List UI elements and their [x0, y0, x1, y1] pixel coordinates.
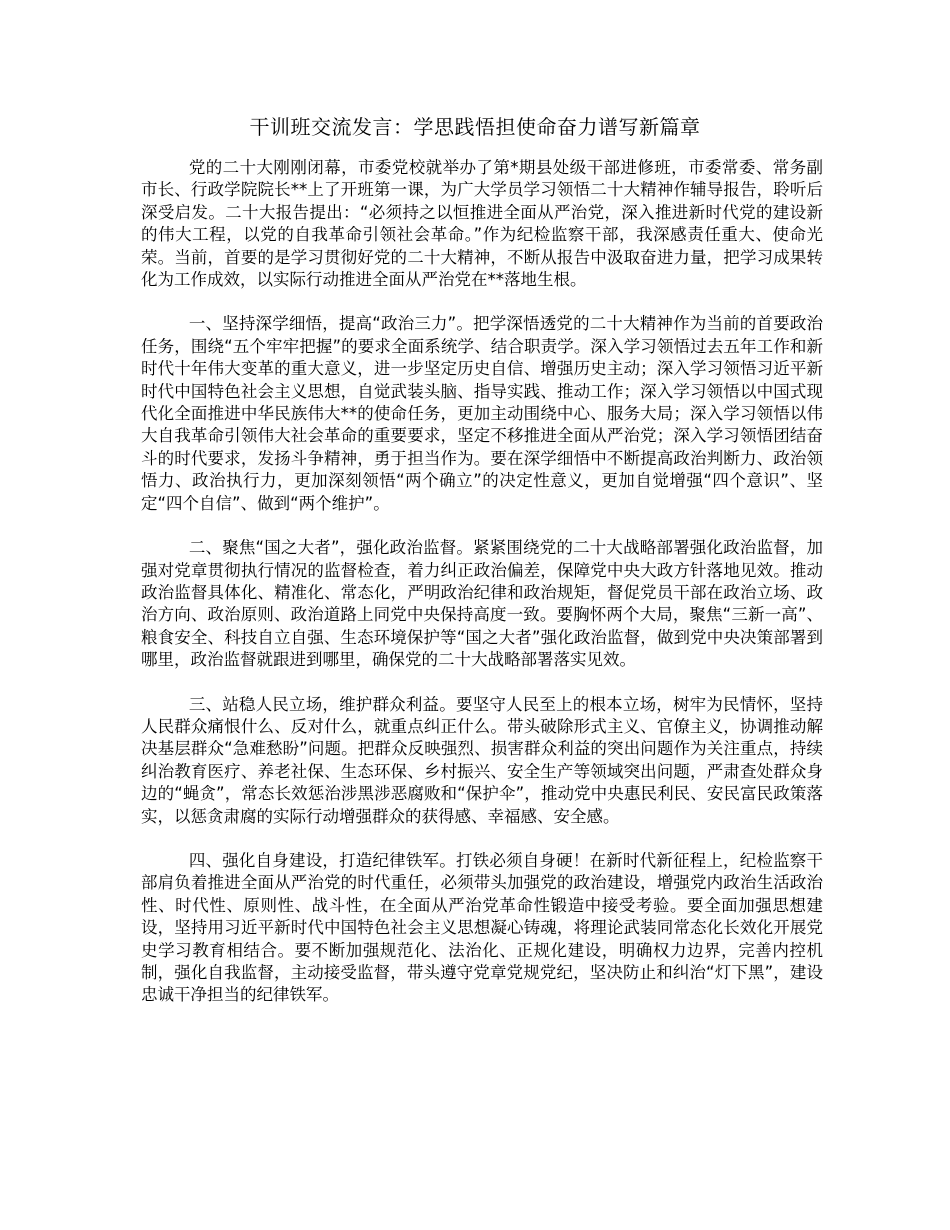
paragraph-section-1: 一、坚持深学细悟，提高“政治三力”。把学深悟透党的二十大精神作为当前的首要政治任务，围绕“五个牢牢把握”的要求全面系统学、结合职责学。深入学习领悟过去五年工作和新时代十年伟大变革的重大意义，进一步坚定历史自信、增强历史主动；深入学习领悟习近平新时代中国特色社会主义思想，自觉武装头脑、指导实践、推动工作；深入学习领悟以中国式现代化全面推进中华民族伟大**的使命任务，更加主动围绕中心、服务大局；深入学习领悟以伟大自我革命引领伟大社会革命的重要要求，坚定不移推进全面从严治党；深入学习领悟团结奋斗的时代要求，发扬斗争精神，勇于担当作为。要在深学细悟中不断提高政治判断力、政治领悟力、政治执行力，更加深刻领悟“两个确立”的决定性意义，更加自觉增强“四个意识”、坚定“四个自信”、做到“两个维护”。: [141, 314, 823, 513]
paragraph-section-3: 三、站稳人民立场，维护群众利益。要坚守人民至上的根本立场，树牢为民情怀，坚持人民群众痛恨什么、反对什么，就重点纠正什么。带头破除形式主义、官僚主义，协调推动解决基层群众“急难愁盼”问题。把群众反映强烈、损害群众利益的突出问题作为关注重点，持续纠治教育医疗、养老社保、生态环保、乡村振兴、安全生产等领域突出问题，严肃查处群众身边的“蝇贪”，常态长效惩治涉黑涉恶腐败和“保护伞”，推动党中央惠民利民、安民富民政策落实，以惩贪肃腐的实际行动增强群众的获得感、幸福感、安全感。: [141, 694, 823, 826]
paragraph-section-2: 二、聚焦“国之大者”，强化政治监督。紧紧围绕党的二十大战略部署强化政治监督，加强对党章贯彻执行情况的监督检查，着力纠正政治偏差，保障党中央大政方针落地见效。推动政治监督具体化、精准化、常态化，严明政治纪律和政治规矩，督促党员干部在政治立场、政治方向、政治原则、政治道路上同党中央保持高度一致。要胸怀两个大局，聚焦“三新一高”、粮食安全、科技自立自强、生态环境保护等“国之大者”强化政治监督，做到党中央决策部署到哪里，政治监督就跟进到哪里，确保党的二十大战略部署落实见效。: [141, 538, 823, 670]
document-body: [141, 157, 823, 1029]
document-title: 干训班交流发言：学思践悟担使命奋力谱写新篇章: [249, 115, 701, 139]
paragraph-section-4: 四、强化自身建设，打造纪律铁军。打铁必须自身硬！在新时代新征程上，纪检监察干部肩负着推进全面从严治党的时代重任，必须带头加强党的政治建设，增强党内政治生活政治性、时代性、原则性、战斗性，在全面从严治党革命性锻造中接受考验。要全面加强思想建设，坚持用习近平新时代中国特色社会主义思想凝心铸魂，将理论武装同常态化长效化开展党史学习教育相结合。要不断加强规范化、法治化、正规化建设，明确权力边界，完善内控机制，强化自我监督，主动接受监督，带头遵守党章党规党纪，坚决防止和纠治“灯下黑”，建设忠诚干净担当的纪律铁军。: [141, 850, 823, 1005]
paragraph-intro: 党的二十大刚刚闭幕，市委党校就举办了第*期县处级干部进修班，市委常委、常务副市长、行政学院院长**上了开班第一课，为广大学员学习领悟二十大精神作辅导报告，聆听后深受启发。二十大报告提出：“必须持之以恒推进全面从严治党，深入推进新时代党的建设新的伟大工程，以党的自我革命引领社会革命。”作为纪检监察干部，我深感责任重大、使命光荣。当前，首要的是学习贯彻好党的二十大精神，不断从报告中汲取奋进力量，把学习成果转化为工作成效，以实际行动推进全面从严治党在**落地生根。: [141, 158, 823, 290]
